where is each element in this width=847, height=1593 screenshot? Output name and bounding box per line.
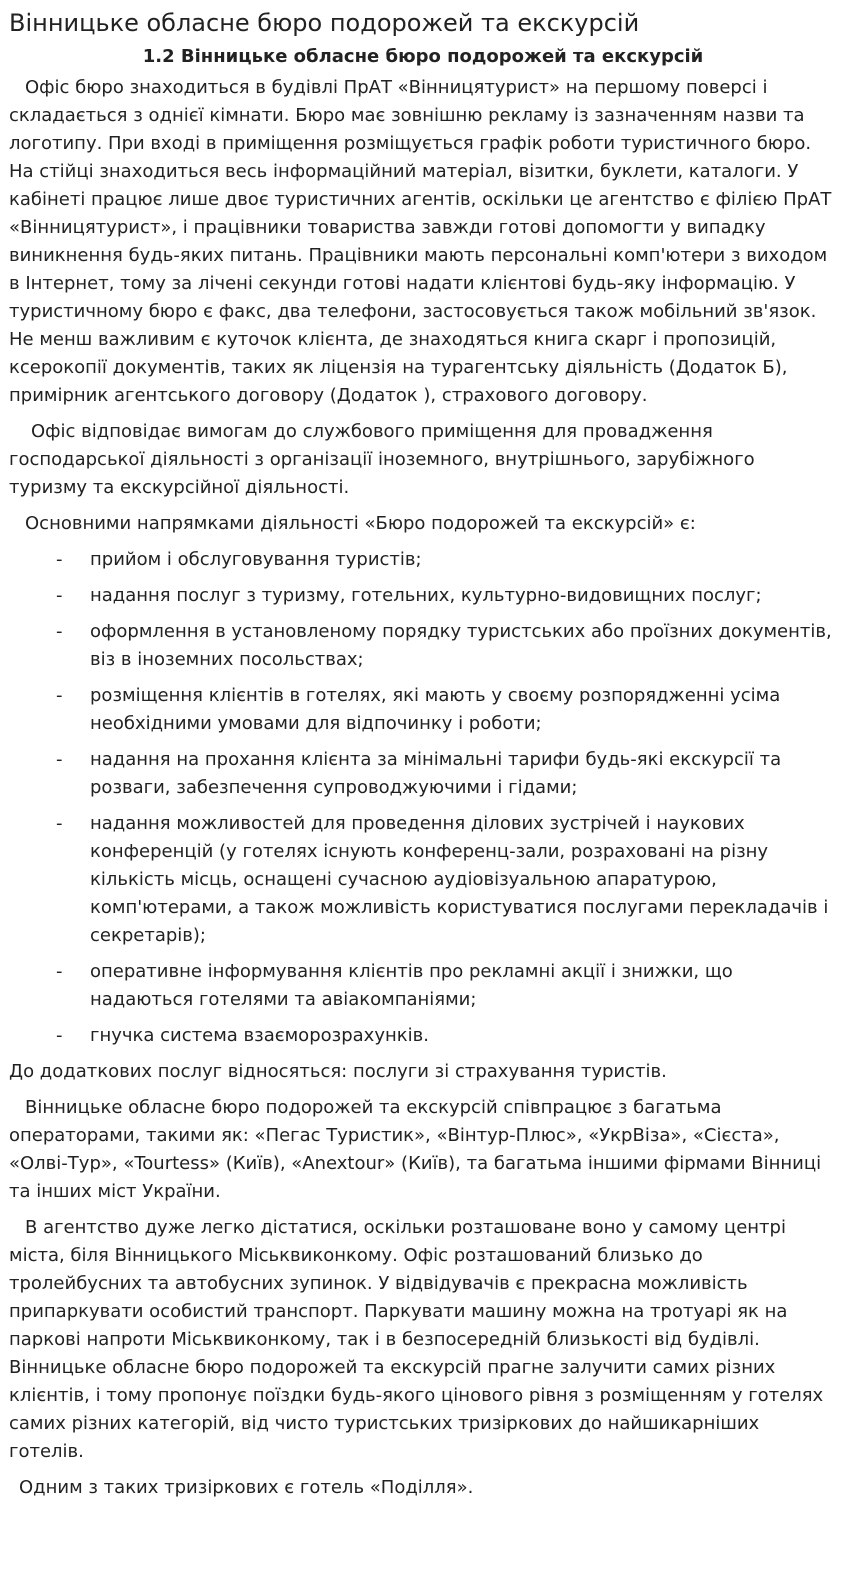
paragraph-office-description: Офіс бюро знаходиться в будівлі ПрАТ «Вінницятурист» на першому поверсі і складається з однієї кімнати. Бюро має зовнішню рекламу із зазначенням назви та логотипу. При вході в приміщення розміщується графік роботи туристичного бюро. На стійці знаходиться весь інформаційний матеріал, візитки, буклети, каталоги. У кабінеті працює лише двоє туристичних агентів, оскільки це агентство є філією ПрАТ «Вінницятурист», і працівники товариства завжди готові допомогти у випадку виникнення будь-яких питань. Працівники мають персональні комп'ютери з виходом в Інтернет, тому за лічені секунди готові надати клієнтові будь-яку інформацію. У туристичному бюро є факс, два телефони, застосовується також мобільний зв'язок. Не менш важливим є куточок клієнта, де знаходяться книга скарг і пропозицій, ксерокопії документів, таких як ліцензія на турагентську діяльність (Додаток Б), примірник агентського договору (Додаток ), страхового договору. <box>9 77 832 406</box>
list-item-text: оперативне інформування клієнтів про рекламні акції і знижки, що надаються готелями та авіакомпаніями; <box>90 961 733 1010</box>
list-marker: - <box>56 585 63 606</box>
paragraph-partners: Вінницьке обласне бюро подорожей та екскурсій співпрацює з багатьма операторами, такими як: «Пегас Туристик», «Вінтур-Плюс», «УкрВіза», «Сієста», «Олві-Тур», «Tourtess» (Київ), «Anextour» (Київ), та багатьма іншими фірмами Вінниці та інших міст України. <box>9 1097 822 1202</box>
list-item <box>56 582 837 610</box>
paragraph-location: В агентство дуже легко дістатися, оскільки розташоване воно у самому центрі міста, біля Вінницького Міськвиконкому. Офіс розташований близько до тролейбусних та автобусних зупинок. У відвідувачів є прекрасна можливість припаркувати особистий транспорт. Паркувати машину можна на тротуарі як на паркові напроти Міськвиконкому, так і в безпосередній близькості від будівлі. Вінницьке обласне бюро подорожей та екскурсій прагне залучити самих різних клієнтів, і тому пропонує поїздки будь-якого цінового рівня з розміщенням у готелях самих різних категорій, від чисто туристських тризіркових до найшикарніших готелів. <box>9 1217 824 1462</box>
list-item <box>56 810 837 950</box>
list-item <box>56 546 837 574</box>
paragraph-additional-services: До додаткових послуг відносяться: послуги зі страхування туристів. <box>9 1061 667 1082</box>
page-title: Вінницьке обласне бюро подорожей та екскурсій <box>9 9 640 37</box>
list-marker: - <box>56 961 63 982</box>
paragraph-activities-intro: Основними напрямками діяльності «Бюро подорожей та екскурсій» є: <box>25 513 696 534</box>
paragraph-office-requirements: Офіс відповідає вимогам до службового приміщення для провадження господарської діяльності з організації іноземного, внутрішнього, зарубіжного туризму та екскурсійної діяльності. <box>9 421 755 498</box>
list-marker: - <box>56 749 63 770</box>
section-heading: 1.2 Вінницьке обласне бюро подорожей та екскурсій <box>142 46 704 67</box>
list-marker: - <box>56 813 63 834</box>
list-item-text: надання на прохання клієнта за мінімальні тарифи будь-які екскурсії та розваги, забезпечення супроводжуючими і гідами; <box>90 749 782 798</box>
list-item-text: прийом і обслуговування туристів; <box>90 549 422 570</box>
list-item <box>56 746 837 802</box>
paragraph-hotel: Одним з таких тризіркових є готель «Поділля». <box>19 1477 474 1498</box>
list-item <box>56 618 837 674</box>
list-item <box>56 682 837 738</box>
list-item-text: гнучка система взаєморозрахунків. <box>90 1025 429 1046</box>
list-marker: - <box>56 621 63 642</box>
list-marker: - <box>56 549 63 570</box>
activities-list <box>9 546 837 1050</box>
list-item <box>56 958 837 1014</box>
list-item-text: оформлення в установленому порядку туристських або проїзних документів, віз в іноземних посольствах; <box>90 621 832 670</box>
document-page <box>0 8 847 1502</box>
list-item-text: надання послуг з туризму, готельних, культурно-видовищних послуг; <box>90 585 762 606</box>
list-marker: - <box>56 1025 63 1046</box>
list-item <box>56 1022 837 1050</box>
list-item-text: розміщення клієнтів в готелях, які мають у своєму розпорядженні усіма необхідними умовами для відпочинку і роботи; <box>90 685 781 734</box>
list-item-text: надання можливостей для проведення ділових зустрічей і наукових конференцій (у готелях існують конференц-зали, розраховані на різну кількість місць, оснащені сучасною аудіовізуальною апаратурою, комп'ютерами, а також можливість користуватися послугами перекладачів і секретарів); <box>90 813 829 946</box>
list-marker: - <box>56 685 63 706</box>
